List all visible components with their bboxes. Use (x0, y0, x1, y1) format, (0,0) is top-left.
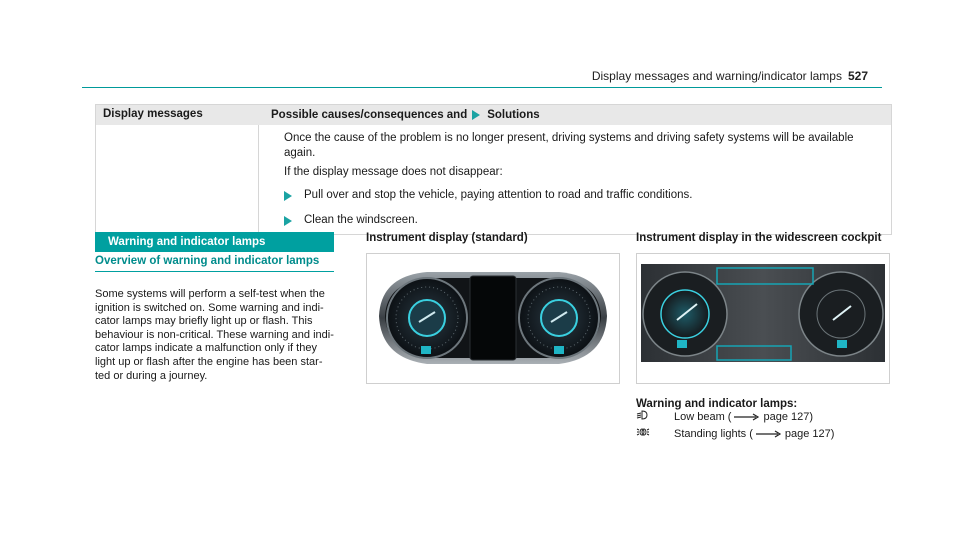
table-header-row (96, 105, 891, 125)
table-cell-solutions (259, 125, 891, 234)
table-header-solutions-label: Solutions (487, 109, 540, 121)
legend-item-label: Standing lights ( (674, 427, 753, 440)
body-line: Some systems will perform a self-test when the (95, 288, 325, 300)
body-line: cator lamps indicate a malfunction only if they (95, 342, 317, 355)
legend-item-page-link[interactable]: page 127) (763, 410, 814, 423)
table-header-causes (258, 105, 891, 125)
body-line: ignition is switched on. Some warning and indi- (95, 301, 324, 314)
header-rule (82, 87, 882, 88)
solutions-arrow-icon (472, 110, 480, 120)
low-beam-icon (636, 410, 650, 423)
standard-cluster-illustration (367, 254, 619, 383)
reference-arrow-icon (734, 413, 760, 421)
solution-step-1-text: Pull over and stop the vehicle, paying attention to road and traffic conditions. (304, 189, 693, 201)
table-cell-empty (96, 125, 259, 234)
solution-paragraph-2: If the display message does not disappear: (284, 166, 503, 178)
solution-paragraph-1-line2: again. (284, 147, 316, 159)
body-line: behaviour is non-critical. These warning and indi- (95, 328, 334, 341)
legend-item (636, 410, 814, 423)
legend-item-text (674, 428, 834, 440)
running-header (592, 69, 868, 83)
legend-item (636, 427, 835, 440)
standing-lights-icon (636, 427, 650, 440)
figure-standard-instrument-display (366, 253, 620, 384)
section-subtitle: Overview of warning and indicator lamps (95, 255, 334, 272)
solution-step-1 (284, 188, 881, 203)
section-title: Warning and indicator lamps (95, 232, 334, 252)
figure-widescreen-instrument-display (636, 253, 890, 384)
legend-item-page-link[interactable]: page 127) (784, 427, 835, 440)
legend-item-label: Low beam ( (674, 410, 732, 423)
table-header-causes-label: Possible causes/consequences and (271, 109, 468, 121)
solution-step-2 (284, 213, 881, 228)
running-header-title: Display messages and warning/indicator lamps (591, 69, 842, 83)
step-arrow-icon (284, 191, 292, 201)
figure-widescreen-title: Instrument display in the widescreen cockpit (636, 232, 882, 244)
page-number: 527 (847, 69, 868, 83)
body-line: ted or during a journey. (95, 369, 208, 382)
legend-item-text (674, 411, 813, 423)
body-line: light up or flash after the engine has been star- (95, 355, 323, 368)
display-messages-table (95, 104, 892, 235)
solution-paragraph-1-line1: Once the cause of the problem is no longer present, driving systems and driving safety systems will be available (284, 132, 854, 144)
step-arrow-icon (284, 216, 292, 226)
section-body (95, 288, 340, 383)
solution-paragraph-1 (284, 131, 881, 161)
body-line: cator lamps may briefly light up or flash. This (95, 315, 313, 328)
table-header-display-messages: Display messages (103, 108, 203, 120)
solution-step-2-text: Clean the windscreen. (304, 214, 418, 226)
widescreen-cluster-illustration (637, 254, 889, 383)
figure-standard-title: Instrument display (standard) (366, 232, 528, 244)
table-row (96, 125, 891, 234)
legend-title: Warning and indicator lamps: (636, 398, 798, 410)
reference-arrow-icon (756, 430, 782, 438)
